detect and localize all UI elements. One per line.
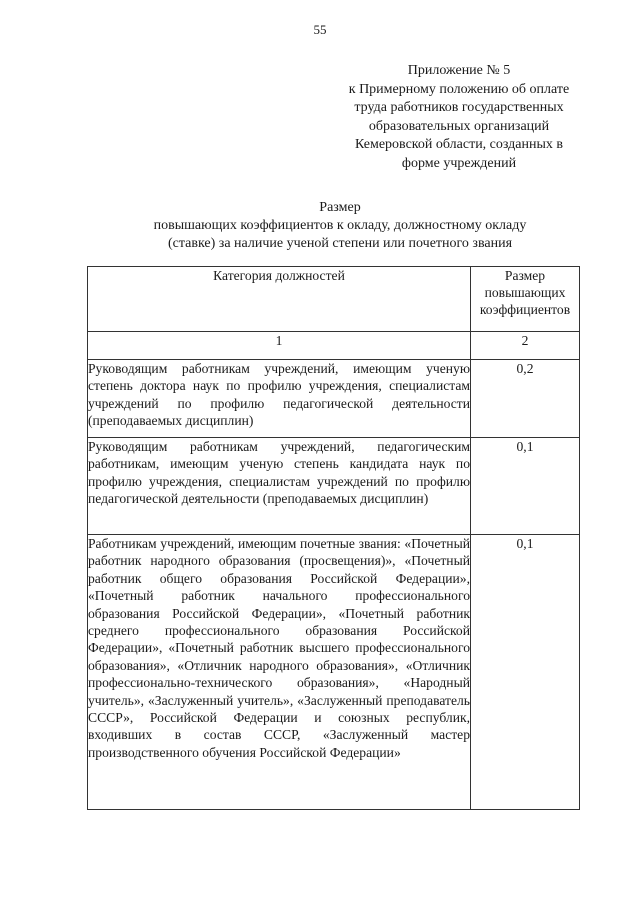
coefficient-cell: 0,1 (471, 438, 580, 535)
appendix-line: форме учреждений (401, 155, 517, 171)
title-line: повышающих коэффициентов к окладу, должностному окладу (153, 218, 527, 233)
page-number: 55 (313, 22, 327, 37)
column-number: 1 (88, 332, 471, 360)
table-row (88, 360, 580, 438)
table-header-row (88, 267, 580, 332)
appendix-header (330, 62, 588, 174)
table-row (88, 438, 580, 535)
appendix-line: Кемеровской области, созданных в (354, 137, 564, 153)
column-number: 2 (471, 332, 580, 360)
appendix-line: к Примерному положению об оплате (348, 81, 570, 97)
appendix-line: образовательных организаций (368, 118, 550, 134)
header-category: Категория должностей (88, 267, 471, 332)
column-number-row (88, 332, 580, 360)
title-line: (ставке) за наличие ученой степени или почетного звания (167, 236, 513, 251)
appendix-line: труда работников государственных (354, 100, 564, 116)
header-coefficient: Размер повышающих коэффициентов (471, 267, 580, 332)
coefficients-table (87, 266, 580, 810)
category-cell: Руководящим работникам учреждений, педагогическим работникам, имеющим ученую степень кандидата наук по профилю учреждения, специалистам учреждений по профилю педагогической деятельности (преподаваемых дисциплин) (88, 438, 471, 535)
title-line: Размер (319, 200, 361, 215)
table-row (88, 535, 580, 810)
document-title (90, 199, 590, 253)
appendix-line: Приложение № 5 (407, 63, 511, 78)
category-cell: Руководящим работникам учреждений, имеющим ученую степень доктора наук по профилю учреждения, специалистам учреждений по профилю педагогической деятельности (преподаваемых дисциплин) (88, 360, 471, 438)
category-cell: Работникам учреждений, имеющим почетные звания: «Почетный работник народного образования (просвещения)», «Почетный работник общего образования Российской Федерации», «Почетный работник начального профессионального образования Российской Федерации», «Почетный работник среднего профессионального образования Российской Федерации», «Почетный работник высшего профессионального образования», «Отличник народного образования», «Отличник профессионально-технического образования», «Народный учитель», «Заслуженный учитель», «Заслуженный преподаватель СССР», Российской Федерации и союзных республик, входивших в состав СССР, «Заслуженный мастер производственного обучения Российской Федерации» (88, 535, 471, 810)
coefficient-cell: 0,2 (471, 360, 580, 438)
coefficient-cell: 0,1 (471, 535, 580, 810)
